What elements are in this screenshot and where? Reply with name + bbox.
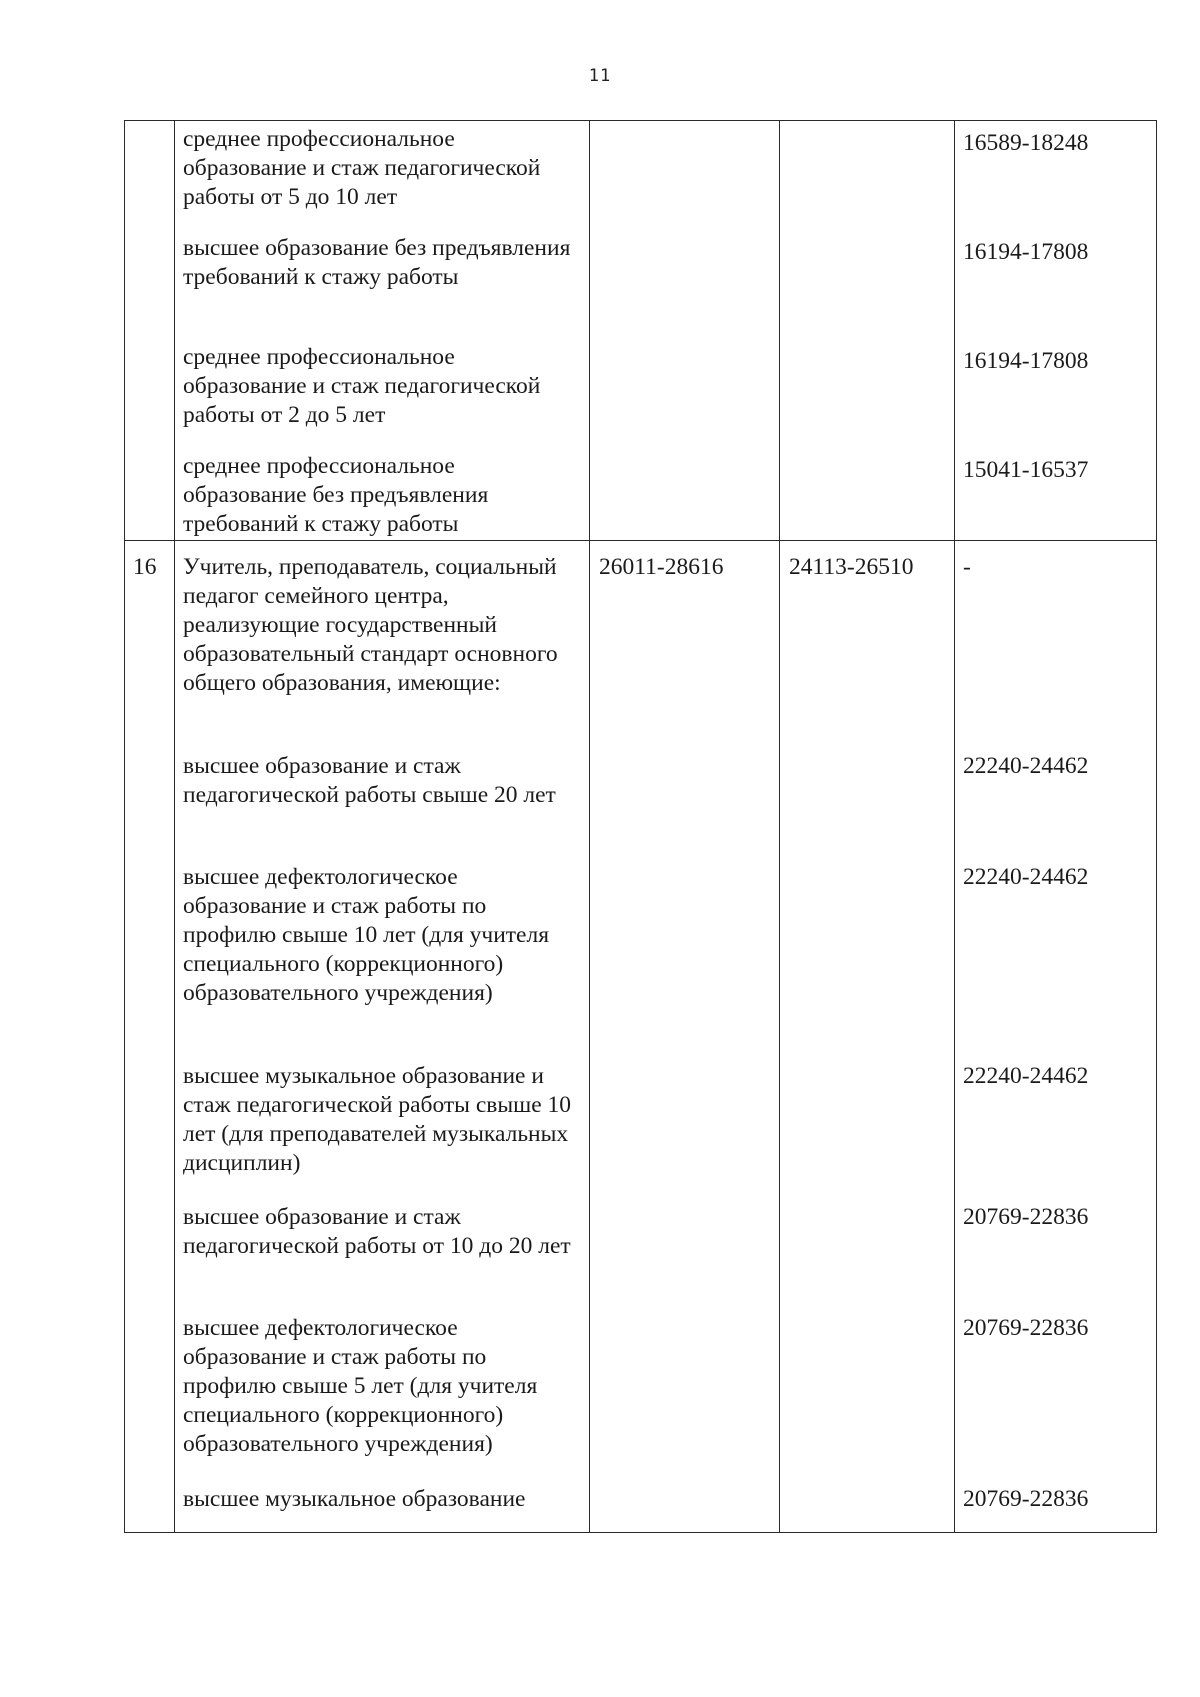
salary-range: 16194-17808 [963, 348, 1089, 374]
row-number [125, 121, 174, 133]
row-number-cell [125, 121, 175, 541]
qualification-text: среднее профессиональное образование и стаж педагогической работы от 5 до 10 лет [183, 126, 541, 210]
qualification-text: высшее дефектологическое образование и стаж работы по профилю свыше 10 лет (для учителя специального (коррекционного) образовательного учреждения) [183, 864, 550, 1006]
salary-range-cell [955, 121, 1157, 541]
rate-cell [780, 541, 955, 1533]
rate-value: 24113-26510 [789, 554, 914, 580]
salary-range: 22240-24462 [963, 753, 1089, 779]
qualification-text: высшее дефектологическое образование и стаж работы по профилю свыше 5 лет (для учителя специального (коррекционного) образовательного учреждения) [183, 1315, 538, 1457]
salary-table [124, 120, 1157, 1533]
rate-value [780, 121, 954, 133]
qualification-text: среднее профессиональное образование и стаж педагогической работы от 2 до 5 лет [183, 344, 541, 428]
rate-cell [780, 121, 955, 541]
rate-cell [590, 121, 780, 541]
description-cell [175, 121, 590, 541]
table-row [125, 541, 1157, 1533]
position-title: Учитель, преподаватель, социальный педагог семейного центра, реализующие государственный образовательный стандарт основного общего образования, имеющие: [183, 554, 558, 696]
salary-range: 16194-17808 [963, 239, 1089, 265]
salary-range: 20769-22836 [963, 1315, 1089, 1341]
qualification-text: высшее музыкальное образование [183, 1486, 526, 1512]
rate-cell [590, 541, 780, 1533]
salary-range: 20769-22836 [963, 1486, 1089, 1512]
qualification-text: высшее образование и стаж педагогической работы свыше 20 лет [183, 753, 556, 808]
salary-range: 15041-16537 [963, 457, 1089, 483]
qualification-text: среднее профессиональное образование без предъявления требований к стажу работы [183, 453, 489, 537]
description-cell [175, 541, 590, 1533]
salary-range-cell [955, 541, 1157, 1533]
rate-value [590, 121, 779, 133]
salary-range: 22240-24462 [963, 864, 1089, 890]
qualification-text: высшее образование без предъявления требований к стажу работы [183, 235, 571, 290]
salary-range: - [963, 554, 971, 580]
rate-value: 26011-28616 [599, 554, 724, 580]
qualification-text: высшее образование и стаж педагогической работы от 10 до 20 лет [183, 1204, 571, 1259]
qualification-text: высшее музыкальное образование и стаж педагогической работы свыше 10 лет (для преподавателей музыкальных дисциплин) [183, 1063, 572, 1176]
row-number-cell [125, 541, 175, 1533]
salary-range: 22240-24462 [963, 1063, 1089, 1089]
salary-range: 16589-18248 [963, 130, 1089, 156]
salary-range: 20769-22836 [963, 1204, 1089, 1230]
page-number: 11 [588, 66, 612, 86]
row-number: 16 [133, 554, 157, 580]
table-row [125, 121, 1157, 541]
